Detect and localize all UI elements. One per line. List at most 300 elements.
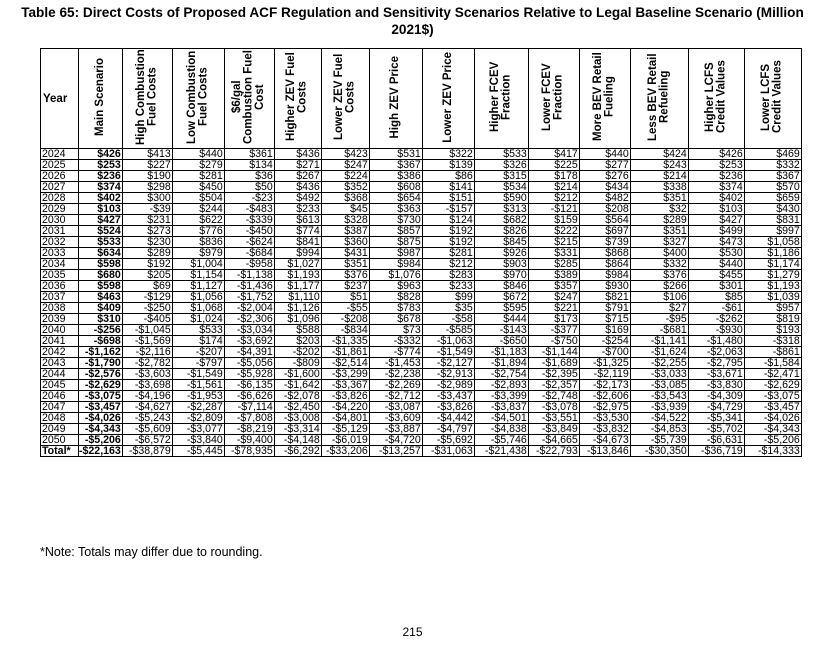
column-header-label: Lower ZEV Fuel Costs [332, 53, 357, 141]
year-cell: 2039 [41, 314, 79, 325]
table-cell: -$9,400 [224, 435, 274, 446]
table-cell: -$3,087 [369, 402, 422, 413]
table-row [41, 182, 802, 193]
table-cell: $266 [630, 281, 688, 292]
table-cell: -$4,720 [369, 435, 422, 446]
table-cell: -$2,712 [369, 391, 422, 402]
table-cell: -$1,141 [630, 336, 688, 347]
table-cell: -$2,748 [528, 391, 579, 402]
table-cell: $450 [172, 182, 224, 193]
table-cell: -$2,514 [321, 358, 369, 369]
table-cell: $247 [321, 160, 369, 171]
table-row [41, 204, 802, 215]
table-cell: -$1,183 [474, 347, 528, 358]
table-cell: $322 [422, 149, 474, 160]
table-cell: -$2,395 [528, 369, 579, 380]
table-cell: -$809 [274, 358, 321, 369]
table-cell: $595 [474, 303, 528, 314]
table-cell: -$1,325 [579, 358, 630, 369]
table-cell: $352 [321, 182, 369, 193]
column-header-label: Lower LCFS Credit Values [760, 60, 784, 134]
table-cell: -$958 [224, 259, 274, 270]
table-row [41, 171, 802, 182]
table-cell: $678 [369, 314, 422, 325]
table-cell: $338 [630, 182, 688, 193]
table-row [41, 424, 802, 435]
table-cell: -$4,148 [274, 435, 321, 446]
table-cell: -$2,078 [274, 391, 321, 402]
table-cell: $424 [630, 149, 688, 160]
table-cell: -$250 [122, 303, 172, 314]
table-cell: $499 [688, 226, 744, 237]
total-cell: -$22,793 [528, 446, 579, 457]
year-cell: 2031 [41, 226, 79, 237]
table-cell: $791 [579, 303, 630, 314]
table-cell: $124 [422, 215, 474, 226]
table-cell: -$254 [579, 336, 630, 347]
main-scenario-cell: -$4,343 [79, 424, 123, 435]
table-cell: -$624 [224, 237, 274, 248]
table-cell: -$3,826 [321, 391, 369, 402]
table-row [41, 314, 802, 325]
table-cell: $533 [474, 149, 528, 160]
table-cell: $444 [474, 314, 528, 325]
table-cell: $327 [630, 237, 688, 248]
table-cell: -$3,367 [321, 380, 369, 391]
table-cell: $1,174 [744, 259, 801, 270]
table-cell: $622 [172, 215, 224, 226]
year-cell: 2047 [41, 402, 79, 413]
table-row [41, 149, 802, 160]
main-scenario-cell: -$3,075 [79, 391, 123, 402]
main-scenario-cell: $598 [79, 259, 123, 270]
table-cell: $1,279 [744, 270, 801, 281]
table-cell: -$2,269 [369, 380, 422, 391]
table-cell: -$774 [369, 347, 422, 358]
table-cell: -$1,689 [528, 358, 579, 369]
main-scenario-cell: $524 [79, 226, 123, 237]
table-cell: -$2,606 [579, 391, 630, 402]
table-cell: -$207 [172, 347, 224, 358]
table-cell: -$861 [744, 347, 801, 358]
table-cell: $440 [172, 149, 224, 160]
table-cell: $846 [474, 281, 528, 292]
table-cell: -$5,692 [422, 435, 474, 446]
table-cell: -$1,569 [122, 336, 172, 347]
table-cell: -$4,501 [474, 413, 528, 424]
table-cell: $376 [630, 270, 688, 281]
table-cell: -$4,196 [122, 391, 172, 402]
table-cell: $301 [688, 281, 744, 292]
table-cell: -$2,450 [274, 402, 321, 413]
table-cell: -$5,928 [224, 369, 274, 380]
column-header [369, 49, 422, 149]
table-cell: -$4,665 [528, 435, 579, 446]
table-cell: $243 [630, 160, 688, 171]
table-cell: $828 [369, 292, 422, 303]
table-cell: $69 [122, 281, 172, 292]
table-cell: $1,056 [172, 292, 224, 303]
total-cell: -$13,257 [369, 446, 422, 457]
table-cell: -$1,642 [274, 380, 321, 391]
table-cell: $875 [369, 237, 422, 248]
table-cell: -$3,543 [630, 391, 688, 402]
main-scenario-cell: -$3,457 [79, 402, 123, 413]
table-cell: $73 [369, 325, 422, 336]
table-row [41, 292, 802, 303]
page-number: 215 [402, 625, 423, 639]
main-scenario-cell: $103 [79, 204, 123, 215]
table-cell: $957 [744, 303, 801, 314]
total-row [41, 446, 802, 457]
table-cell: $151 [422, 193, 474, 204]
table-cell: -$3,887 [369, 424, 422, 435]
table-cell: -$1,453 [369, 358, 422, 369]
table-cell: $139 [422, 160, 474, 171]
table-cell: $534 [474, 182, 528, 193]
table-cell: $277 [579, 160, 630, 171]
table-cell: -$6,631 [688, 435, 744, 446]
table-row [41, 303, 802, 314]
table-cell: $244 [172, 204, 224, 215]
table-cell: $987 [369, 248, 422, 259]
table-cell: -$58 [422, 314, 474, 325]
table-cell: -$3,399 [474, 391, 528, 402]
table-cell: $273 [122, 226, 172, 237]
table-cell: -$2,173 [579, 380, 630, 391]
table-cell: -$262 [688, 314, 744, 325]
table-cell: -$2,809 [172, 413, 224, 424]
table-cell: -$5,739 [630, 435, 688, 446]
table-cell: -$2,116 [122, 347, 172, 358]
year-cell: 2041 [41, 336, 79, 347]
table-cell: $739 [579, 237, 630, 248]
table-cell: -$3,826 [422, 402, 474, 413]
table-cell: -$2,255 [630, 358, 688, 369]
table-cell: $247 [528, 292, 579, 303]
main-scenario-cell: $680 [79, 270, 123, 281]
column-header [321, 49, 369, 149]
table-cell: -$1,584 [744, 358, 801, 369]
table-cell: $351 [630, 226, 688, 237]
main-scenario-cell: $409 [79, 303, 123, 314]
table-title: Table 65: Direct Costs of Proposed ACF Regulation and Sensitivity Scenarios Relative to Legal Baseline Scenario (Million 2021$) [21, 5, 804, 37]
table-cell: $233 [274, 204, 321, 215]
footnote: *Note: Totals may differ due to rounding. [40, 545, 263, 559]
table-cell: $27 [630, 303, 688, 314]
table-cell: $386 [369, 171, 422, 182]
table-cell: $430 [744, 204, 801, 215]
table-cell: -$684 [224, 248, 274, 259]
table-cell: -$1,138 [224, 270, 274, 281]
table-cell: $436 [274, 182, 321, 193]
table-cell: $192 [422, 237, 474, 248]
table-cell: -$4,220 [321, 402, 369, 413]
table-cell: -$1,861 [321, 347, 369, 358]
table-cell: $106 [630, 292, 688, 303]
table-cell: $697 [579, 226, 630, 237]
table-cell: -$3,530 [579, 413, 630, 424]
cost-table [40, 48, 802, 457]
table-cell: $997 [744, 226, 801, 237]
table-cell: $774 [274, 226, 321, 237]
table-cell: $1,068 [172, 303, 224, 314]
total-cell: -$38,879 [122, 446, 172, 457]
table-cell: $1,193 [274, 270, 321, 281]
table-cell: -$1,600 [274, 369, 321, 380]
table-cell: -$4,838 [474, 424, 528, 435]
table-cell: $868 [579, 248, 630, 259]
table-cell: $103 [688, 204, 744, 215]
main-scenario-cell: $426 [79, 149, 123, 160]
year-cell: 2037 [41, 292, 79, 303]
year-cell: 2033 [41, 248, 79, 259]
table-row [41, 413, 802, 424]
table-cell: $963 [369, 281, 422, 292]
table-cell: $367 [369, 160, 422, 171]
table-cell: -$3,314 [274, 424, 321, 435]
column-header-label: Lower FCEV Fraction [541, 63, 565, 131]
table-cell: $1,039 [744, 292, 801, 303]
table-cell: -$681 [630, 325, 688, 336]
table-cell: $285 [528, 259, 579, 270]
table-cell: $530 [688, 248, 744, 259]
table-cell: -$8,219 [224, 424, 274, 435]
table-cell: $253 [688, 160, 744, 171]
table-cell: $1,004 [172, 259, 224, 270]
table-cell: $368 [321, 193, 369, 204]
table-cell: $423 [321, 149, 369, 160]
table-cell: $331 [528, 248, 579, 259]
table-cell: $237 [321, 281, 369, 292]
year-cell: 2043 [41, 358, 79, 369]
table-cell: $821 [579, 292, 630, 303]
table-cell: -$7,114 [224, 402, 274, 413]
table-cell: $193 [744, 325, 801, 336]
column-header [122, 49, 172, 149]
year-cell: 2048 [41, 413, 79, 424]
total-cell: -$21,438 [474, 446, 528, 457]
year-cell: 2027 [41, 182, 79, 193]
table-cell: -$339 [224, 215, 274, 226]
column-header-label: High Combustion Fuel Costs [134, 49, 159, 145]
table-cell: -$318 [744, 336, 801, 347]
table-cell: $281 [172, 171, 224, 182]
table-cell: $857 [369, 226, 422, 237]
main-scenario-cell: -$4,026 [79, 413, 123, 424]
table-cell: -$700 [579, 347, 630, 358]
table-cell: -$6,572 [122, 435, 172, 446]
table-cell: -$2,119 [579, 369, 630, 380]
table-cell: $332 [630, 259, 688, 270]
table-cell: $214 [528, 182, 579, 193]
table-cell: -$1,480 [688, 336, 744, 347]
year-cell: 2050 [41, 435, 79, 446]
column-header [744, 49, 801, 149]
main-scenario-cell: $253 [79, 160, 123, 171]
table-cell: $283 [422, 270, 474, 281]
table-cell: $682 [474, 215, 528, 226]
table-cell: $169 [579, 325, 630, 336]
column-header-label: Higher LCFS Credit Values [703, 60, 728, 134]
year-cell: 2030 [41, 215, 79, 226]
column-header [579, 49, 630, 149]
table-row [41, 248, 802, 259]
table-row [41, 193, 802, 204]
table-row [41, 435, 802, 446]
table-cell: $376 [321, 270, 369, 281]
table-cell: -$3,849 [528, 424, 579, 435]
table-cell: -$39 [122, 204, 172, 215]
table-cell: $979 [172, 248, 224, 259]
table-cell: $431 [321, 248, 369, 259]
table-cell: -$4,673 [579, 435, 630, 446]
table-cell: -$4,442 [422, 413, 474, 424]
table-cell: $374 [688, 182, 744, 193]
table-cell: $387 [321, 226, 369, 237]
table-cell: $1,076 [369, 270, 422, 281]
table-cell: $730 [369, 215, 422, 226]
table-cell: $289 [630, 215, 688, 226]
table-cell: $1,186 [744, 248, 801, 259]
table-cell: $85 [688, 292, 744, 303]
column-header-label: Higher FCEV Fraction [488, 61, 513, 133]
total-cell: -$5,445 [172, 446, 224, 457]
table-cell: $134 [224, 160, 274, 171]
table-cell: -$129 [122, 292, 172, 303]
table-cell: -$3,075 [744, 391, 801, 402]
table-cell: $36 [224, 171, 274, 182]
table-cell: -$4,309 [688, 391, 744, 402]
table-cell: $389 [528, 270, 579, 281]
table-cell: $417 [528, 149, 579, 160]
table-cell: $1,027 [274, 259, 321, 270]
table-cell: -$2,795 [688, 358, 744, 369]
table-cell: -$930 [688, 325, 744, 336]
column-header [274, 49, 321, 149]
table-cell: $984 [579, 270, 630, 281]
table-cell: -$2,238 [369, 369, 422, 380]
table-cell: -$3,603 [122, 369, 172, 380]
table-cell: $1,096 [274, 314, 321, 325]
year-cell: 2026 [41, 171, 79, 182]
table-cell: -$2,287 [172, 402, 224, 413]
table-cell: -$5,746 [474, 435, 528, 446]
table-cell: $841 [274, 237, 321, 248]
table-cell: -$2,989 [422, 380, 474, 391]
table-cell: -$157 [422, 204, 474, 215]
table-cell: $613 [274, 215, 321, 226]
table-cell: -$23 [224, 193, 274, 204]
table-cell: -$2,754 [474, 369, 528, 380]
table-cell: -$2,893 [474, 380, 528, 391]
table-cell: $715 [579, 314, 630, 325]
table-cell: $214 [630, 171, 688, 182]
table-cell: -$2,782 [122, 358, 172, 369]
table-row [41, 391, 802, 402]
table-row [41, 259, 802, 270]
main-scenario-cell: -$1,162 [79, 347, 123, 358]
table-cell: $225 [528, 160, 579, 171]
table-cell: $469 [744, 149, 801, 160]
table-cell: -$95 [630, 314, 688, 325]
total-label: Total* [41, 446, 79, 457]
year-cell: 2024 [41, 149, 79, 160]
table-header [41, 49, 802, 149]
table-cell: $588 [274, 325, 321, 336]
table-cell: $1,110 [274, 292, 321, 303]
table-cell: $35 [422, 303, 474, 314]
table-cell: $427 [688, 215, 744, 226]
table-cell: $351 [321, 259, 369, 270]
table-cell: -$3,033 [630, 369, 688, 380]
column-header-year: Year [41, 49, 79, 149]
table-cell: $434 [579, 182, 630, 193]
table-cell: $298 [122, 182, 172, 193]
table-cell: -$4,797 [422, 424, 474, 435]
table-cell: -$61 [688, 303, 744, 314]
table-cell: $279 [172, 160, 224, 171]
table-cell: -$7,808 [224, 413, 274, 424]
table-cell: -$3,078 [528, 402, 579, 413]
table-cell: $230 [122, 237, 172, 248]
table-cell: -$4,391 [224, 347, 274, 358]
table-cell: $45 [321, 204, 369, 215]
table-row [41, 369, 802, 380]
table-cell: $332 [744, 160, 801, 171]
main-scenario-cell: $463 [79, 292, 123, 303]
table-cell: -$3,437 [422, 391, 474, 402]
table-cell: $222 [528, 226, 579, 237]
table-cell: $570 [744, 182, 801, 193]
table-cell: $328 [321, 215, 369, 226]
table-cell: $864 [579, 259, 630, 270]
table-cell: -$1,144 [528, 347, 579, 358]
column-header [474, 49, 528, 149]
table-cell: -$1,752 [224, 292, 274, 303]
main-scenario-cell: $402 [79, 193, 123, 204]
table-cell: $994 [274, 248, 321, 259]
main-scenario-cell: $634 [79, 248, 123, 259]
table-cell: -$1,335 [321, 336, 369, 347]
main-scenario-cell: -$2,576 [79, 369, 123, 380]
table-cell: -$121 [528, 204, 579, 215]
table-cell: $654 [369, 193, 422, 204]
table-cell: -$1,549 [172, 369, 224, 380]
table-cell: -$202 [274, 347, 321, 358]
table-cell: -$3,034 [224, 325, 274, 336]
table-cell: -$377 [528, 325, 579, 336]
table-cell: $608 [369, 182, 422, 193]
table-cell: -$3,671 [688, 369, 744, 380]
table-cell: -$2,471 [744, 369, 801, 380]
table-cell: -$2,629 [744, 380, 801, 391]
table-cell: $221 [528, 303, 579, 314]
table-cell: -$3,085 [630, 380, 688, 391]
table-cell: $360 [321, 237, 369, 248]
table-cell: $426 [688, 149, 744, 160]
table-cell: -$3,077 [172, 424, 224, 435]
total-cell: -$14,333 [744, 446, 801, 457]
table-cell: $231 [122, 215, 172, 226]
column-header-label: Higher ZEV Fuel Costs [285, 52, 309, 142]
table-row [41, 281, 802, 292]
main-scenario-cell: -$5,206 [79, 435, 123, 446]
table-cell: $1,177 [274, 281, 321, 292]
table-row [41, 402, 802, 413]
total-cell: -$30,350 [630, 446, 688, 457]
table-cell: $533 [172, 325, 224, 336]
